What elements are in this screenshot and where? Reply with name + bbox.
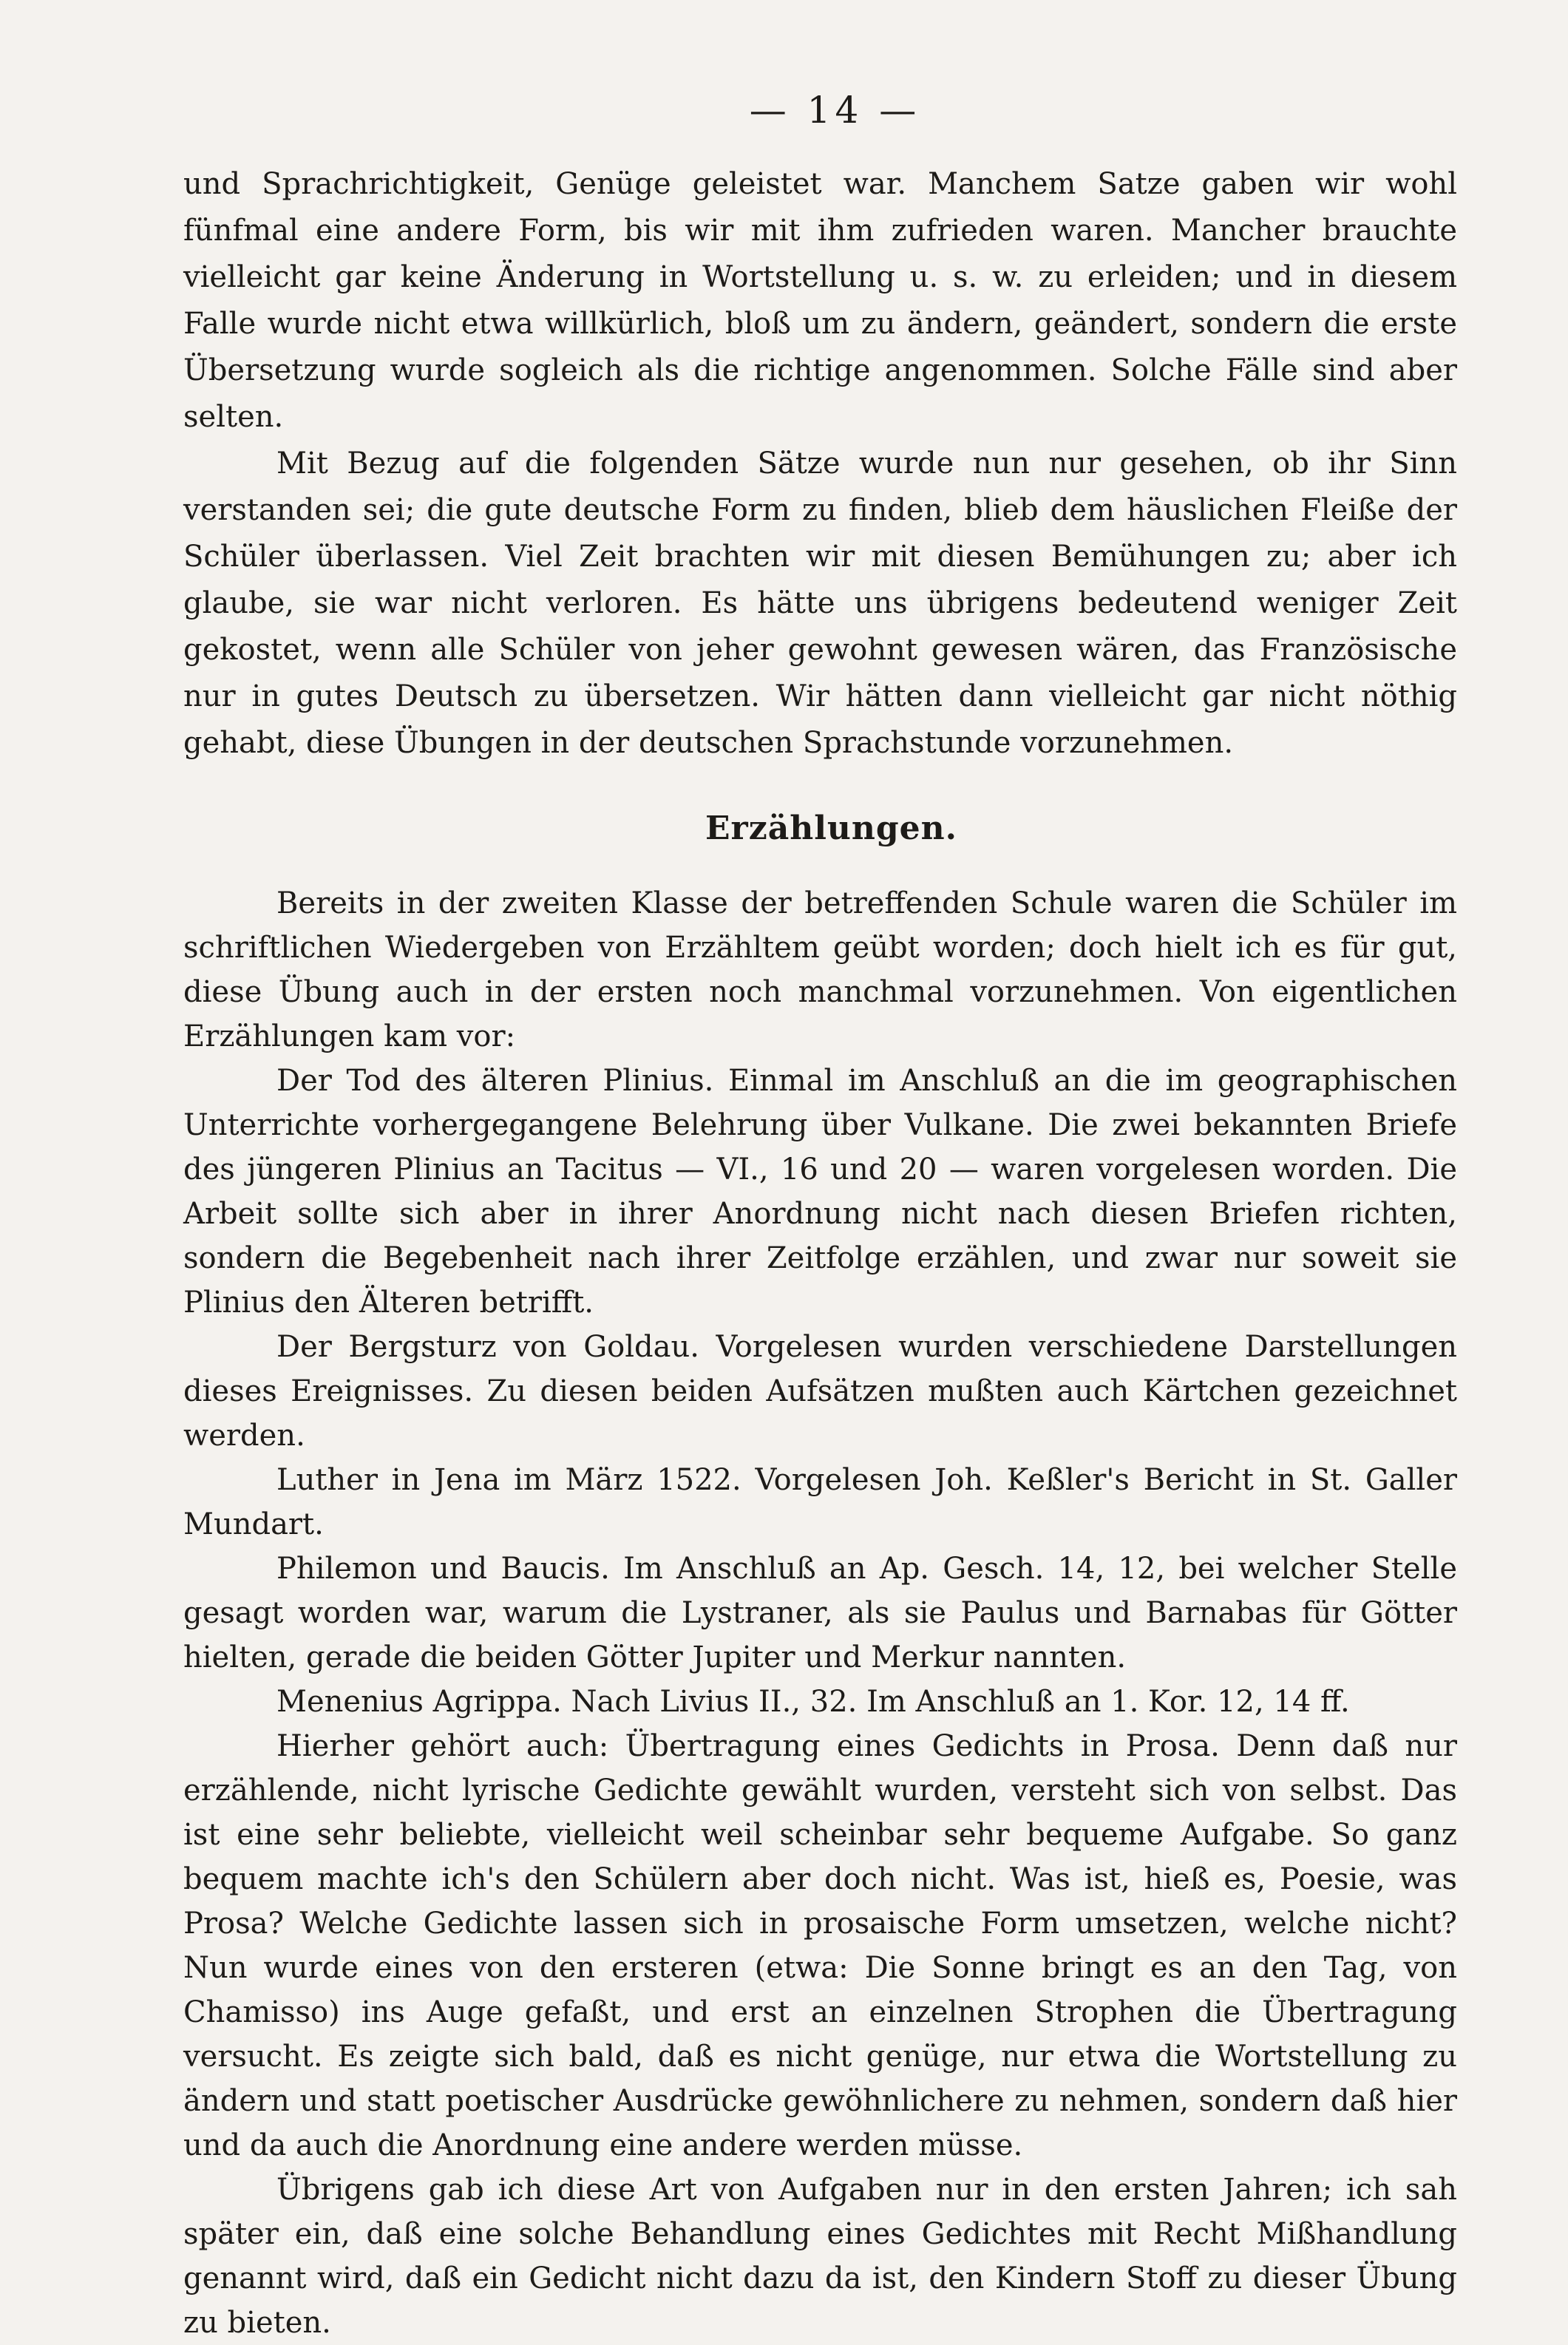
section-erzaehlungen xyxy=(183,881,1457,2345)
paragraph: Philemon und Baucis. Im Anschluß an Ap. Gesch. 14, 12, bei welcher Stelle gesagt worden war, warum die Lystraner, als sie Paulus und Barnabas für Götter hielten, gerade die beiden Götter Jupiter und Merkur nannten. xyxy=(183,1552,1457,1674)
section-heading: Erzählungen. xyxy=(705,810,957,847)
paragraph: und Sprachrichtigkeit, Genüge geleistet war. Manchem Satze gaben wir wohl fünfmal eine andere Form, bis wir mit ihm zufrieden waren. Mancher brauchte vielleicht gar keine Änderung in Wortstellung u. s. w. zu erleiden; und in diesem Falle wurde nicht etwa willkürlich, bloß um zu ändern, geändert, sondern die erste Übersetzung wurde sogleich als die richtige angenommen. Solche Fälle sind aber selten. xyxy=(183,167,1457,434)
page-number: — 14 — xyxy=(749,89,921,132)
paragraph: Übrigens gab ich diese Art von Aufgaben nur in den ersten Jahren; ich sah später ein, daß eine solche Behandlung eines Gedichtes mit Recht Mißhandlung genannt wird, daß ein Gedicht nicht dazu da ist, den Kindern Stoff zu dieser Übung zu bieten. xyxy=(183,2173,1457,2340)
paragraph: Der Bergsturz von Goldau. Vorgelesen wurden verschiedene Darstellungen dieses Ereignisses. Zu diesen beiden Aufsätzen mußten auch Kärtchen gezeichnet werden. xyxy=(183,1330,1457,1453)
section-intro xyxy=(183,161,1457,767)
paragraph: Luther in Jena im März 1522. Vorgelesen Joh. Keßler's Bericht in St. Galler Mundart. xyxy=(183,1463,1457,1541)
paragraph: Mit Bezug auf die folgenden Sätze wurde nun nur gesehen, ob ihr Sinn verstanden sei; die gute deutsche Form zu finden, blieb dem häuslichen Fleiße der Schüler überlassen. Viel Zeit brachten wir mit diesen Bemühungen zu; aber ich glaube, sie war nicht verloren. Es hätte uns übrigens bedeutend weniger Zeit gekostet, wenn alle Schüler von jeher gewohnt gewesen wären, das Französische nur in gutes Deutsch zu übersetzen. Wir hätten dann vielleicht gar nicht nöthig gehabt, diese Übungen in der deutschen Sprachstunde vorzunehmen. xyxy=(183,447,1457,760)
paragraph: Hierher gehört auch: Übertragung eines Gedichts in Prosa. Denn daß nur erzählende, nicht lyrische Gedichte gewählt wurden, versteht sich von selbst. Das ist eine sehr beliebte, vielleicht weil scheinbar sehr bequeme Aufgabe. So ganz bequem machte ich's den Schülern aber doch nicht. Was ist, hieß es, Poesie, was Prosa? Welche Gedichte lassen sich in prosaische Form umsetzen, welche nicht? Nun wurde eines von den ersteren (etwa: Die Sonne bringt es an den Tag, von Chamisso) ins Auge gefaßt, und erst an einzelnen Strophen die Übertragung versucht. Es zeigte sich bald, daß es nicht genüge, nur etwa die Wortstellung zu ändern und statt poetischer Ausdrücke gewöhnlichere zu nehmen, sondern daß hier und da auch die Anordnung eine andere werden müsse. xyxy=(183,1729,1457,2162)
paragraph: Der Tod des älteren Plinius. Einmal im Anschluß an die im geographischen Unterrichte vorhergegangene Belehrung über Vulkane. Die zwei bekannten Briefe des jüngeren Plinius an Tacitus — VI., 16 und 20 — waren vorgelesen worden. Die Arbeit sollte sich aber in ihrer Anordnung nicht nach diesen Briefen richten, sondern die Begebenheit nach ihrer Zeitfolge erzählen, und zwar nur soweit sie Plinius den Älteren betrifft. xyxy=(183,1064,1457,1320)
paragraph: Menenius Agrippa. Nach Livius II., 32. Im Anschluß an 1. Kor. 12, 14 ff. xyxy=(276,1685,1350,1719)
paragraph: Bereits in der zweiten Klasse der betreffenden Schule waren die Schüler im schriftlichen Wiedergeben von Erzähltem geübt worden; doch hielt ich es für gut, diese Übung auch in der ersten noch manchmal vorzunehmen. Von eigentlichen Erzählungen kam vor: xyxy=(183,886,1457,1053)
